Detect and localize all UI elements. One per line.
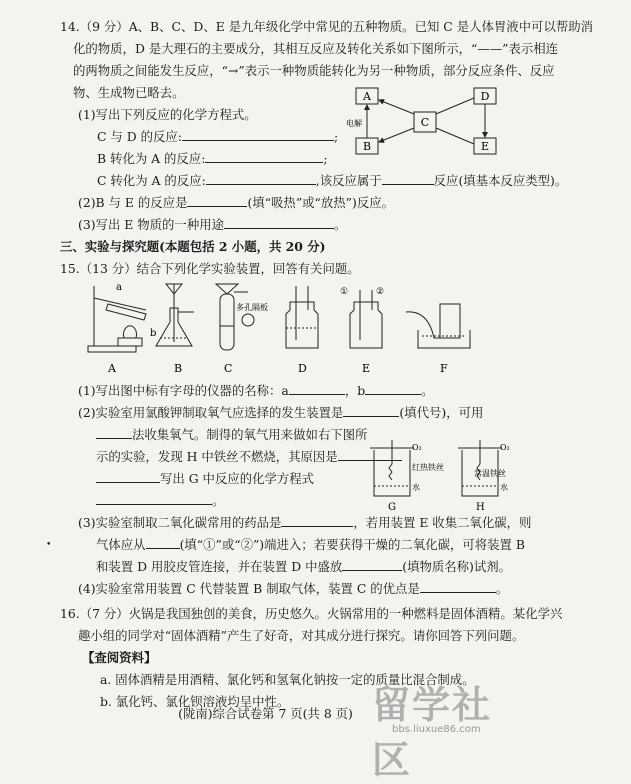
q14-ca-row bbox=[97, 173, 628, 189]
g-wire-label: 红热铁丝 bbox=[412, 463, 444, 472]
label-b: b bbox=[150, 328, 157, 339]
q15-reagent-blank[interactable] bbox=[281, 515, 353, 527]
q14-ca-end: 反应(填基本反应类型)。 bbox=[433, 173, 568, 188]
h-gas-label: O₂ bbox=[500, 443, 510, 452]
q14-ca-label: C 转化为 A 的反应: bbox=[97, 173, 206, 188]
q15-sub1-mid: ，b bbox=[344, 383, 366, 398]
porous-plate-label: 多孔隔板 bbox=[236, 303, 268, 312]
collecting-bottle bbox=[440, 304, 460, 338]
node-a-label: A bbox=[363, 90, 371, 103]
q15-sub3-line3 bbox=[96, 559, 627, 575]
q14-sub3-pre: (3)写出 E 物质的一种用途 bbox=[78, 217, 224, 232]
q15-sub2-line1 bbox=[78, 405, 609, 421]
q15-sub1-end: 。 bbox=[421, 383, 434, 398]
q15-sub4-pre: (4)实验室常用装置 C 代替装置 B 制取气体，装置 C 的优点是 bbox=[78, 581, 420, 596]
g-water-label: 水 bbox=[412, 483, 420, 492]
tube-c bbox=[220, 294, 234, 350]
q14-ca-mid: ,该反应属于 bbox=[315, 173, 382, 188]
watermark-url: bbs.liuxue86.com bbox=[392, 724, 481, 735]
watermark-logo-text: 留学社区 bbox=[372, 683, 493, 782]
edge-b-to-a-label: 电解 bbox=[346, 119, 362, 128]
h-label: H bbox=[476, 502, 485, 513]
q14-sub1: (1)写出下列反应的化学方程式。 bbox=[78, 107, 257, 122]
label-a: a bbox=[116, 282, 122, 293]
q14-line1: 14.（9 分）A、B、C、D、E 是九年级化学中常见的五种物质。已知 C 是人体胃液中可以帮助消 bbox=[60, 19, 594, 34]
q14-cd-answer-blank[interactable] bbox=[182, 129, 334, 141]
apparatus-label-d: D bbox=[298, 362, 307, 375]
q15-advantage-blank[interactable] bbox=[420, 581, 496, 593]
h-water-label: 水 bbox=[500, 483, 508, 492]
q15-sub2-line3 bbox=[96, 449, 627, 465]
q14-cd-label: C 与 D 的反应: bbox=[97, 129, 182, 144]
g-label: G bbox=[388, 502, 396, 513]
q15-device-blank[interactable] bbox=[343, 405, 399, 417]
node-d-label: D bbox=[480, 90, 490, 103]
q14-relationship-diagram bbox=[346, 82, 500, 158]
q15-sub1-pre: (1)写出图中标有字母的仪器的名称：a bbox=[78, 383, 289, 398]
q15-sub1-row bbox=[78, 383, 609, 399]
q16-ref-heading: 【查阅资料】 bbox=[82, 650, 157, 665]
test-tube bbox=[106, 304, 146, 320]
q14-sub3-row bbox=[78, 217, 609, 233]
q15-collect-blank[interactable] bbox=[96, 427, 132, 439]
q14-sub2-row bbox=[78, 195, 609, 211]
q14-ba-label: B 转化为 A 的反应: bbox=[97, 151, 206, 166]
apparatus-label-a: A bbox=[108, 362, 116, 375]
apparatus-label-f: F bbox=[440, 362, 448, 375]
q16-line2: 趣小组的同学对“固体酒精”产生了好奇，对其成分进行探究。请你回答下列问题。 bbox=[78, 628, 525, 643]
q14-line3: 的两物质之间能发生反应，“→”表示一种物质能转化为另一种物质，部分反应条件、反应 bbox=[73, 63, 555, 78]
bottle-e bbox=[350, 302, 382, 348]
q15-equation-blank[interactable] bbox=[96, 493, 212, 505]
q16-line1: 16.（7 分）火锅是我国独创的美食，历史悠久。火锅常用的一种燃料是固体酒精。某化学兴 bbox=[60, 606, 563, 621]
q15-sub3-l3-post: (填物质名称)试剂。 bbox=[402, 559, 512, 574]
node-e-label: E bbox=[480, 140, 490, 153]
q15-sub3-l1-post: ，若用装置 E 收集二氧化碳，则 bbox=[353, 515, 532, 530]
water-trough bbox=[418, 330, 470, 348]
node-b-label: B bbox=[362, 140, 372, 153]
q15-gh-figure bbox=[366, 436, 526, 512]
g-gas-label: O₂ bbox=[412, 443, 422, 452]
q15-sub3-l3-pre: 和装置 D 用胶皮管连接，并在装置 D 中盛放 bbox=[96, 559, 343, 574]
q15-sub2-l1-pre: (2)实验室用氯酸钾制取氧气应选择的发生装置是 bbox=[78, 405, 344, 420]
q14-ca-type-blank[interactable] bbox=[382, 173, 434, 185]
h-wire-label: 常温铁丝 bbox=[474, 469, 506, 478]
q15-sub2-l3: 示的实验，发现 H 中铁丝不燃烧，其原因是 bbox=[96, 449, 338, 464]
port-1-label: ① bbox=[340, 287, 349, 297]
q15-sub2-l1-post: (填代号)，可用 bbox=[399, 405, 484, 420]
q15-sub3-l2-post: (填“①”或“②”)端进入；若要获得干燥的二氧化碳，可将装置 B bbox=[179, 537, 525, 552]
q16-ref-b: b. 氯化钙、氯化钡溶液均呈中性。 bbox=[100, 694, 290, 709]
q14-cd-semicolon: ; bbox=[333, 129, 339, 144]
apparatus-label-c: C bbox=[224, 362, 233, 375]
edge-c-to-a bbox=[379, 100, 414, 114]
port-2-label: ② bbox=[376, 287, 385, 297]
porous-plate-icon bbox=[242, 314, 254, 326]
q14-line4: 物、生成物已略去。 bbox=[73, 85, 185, 100]
q14-sub2-blank[interactable] bbox=[187, 195, 247, 207]
q15-sub2-line5 bbox=[96, 493, 627, 509]
q15-reason-blank-2[interactable] bbox=[96, 471, 160, 483]
iron-wire-g bbox=[389, 464, 392, 480]
node-c-label: C bbox=[420, 116, 430, 129]
q15-sub2-l2-post: 法收集氧气。制得的氧气用来做如右下图所 bbox=[132, 427, 368, 442]
q16-ref-a: a. 固体酒精是用酒精、氯化钙和氢氧化钠按一定的质量比混合制成。 bbox=[100, 672, 475, 687]
q15-sub3-l2-pre: 气体应从 bbox=[96, 537, 146, 552]
q15-sub2-l4-pre: 写出 G 中反应的化学方程式 bbox=[160, 471, 315, 486]
q15-apparatus-figure bbox=[88, 280, 488, 376]
q15-sub2-line2 bbox=[96, 427, 627, 443]
q14-line2: 化的物质，D 是大理石的主要成分，其相互反应及转化关系如下图所示，“——”表示相连 bbox=[73, 41, 558, 56]
watermark bbox=[360, 674, 530, 782]
q15-a-blank[interactable] bbox=[289, 383, 345, 395]
edge-c-to-b bbox=[379, 128, 414, 142]
margin-mark: • bbox=[46, 540, 52, 550]
apparatus-label-e: E bbox=[362, 362, 371, 375]
q15-drying-blank[interactable] bbox=[342, 559, 402, 571]
q15-line1: 15.（13 分）结合下列化学实验装置，回答有关问题。 bbox=[60, 261, 360, 276]
section-3-heading: 三、实验与探究题(本题包括 2 小题，共 20 分) bbox=[60, 239, 326, 254]
edge-c-d bbox=[436, 98, 474, 114]
q14-ba-semicolon: ; bbox=[323, 151, 328, 166]
q14-sub3-blank[interactable] bbox=[224, 217, 334, 229]
q14-ca-answer-blank[interactable] bbox=[206, 173, 316, 185]
edge-c-e bbox=[436, 128, 474, 144]
bottle-d bbox=[286, 302, 318, 348]
q15-sub2-period: 。 bbox=[212, 493, 225, 508]
page-footer: (陇南)综合试卷第 7 页(共 8 页) bbox=[178, 706, 353, 721]
q15-b-blank[interactable] bbox=[365, 383, 421, 395]
q15-sub2-line4 bbox=[96, 471, 627, 487]
q15-sub4-row bbox=[78, 581, 609, 597]
q14-sub3-period: 。 bbox=[334, 217, 347, 232]
apparatus-label-b: B bbox=[174, 362, 183, 375]
q14-sub2-pre: (2)B 与 E 的反应是 bbox=[78, 195, 188, 210]
stand-base bbox=[88, 346, 136, 352]
q15-sub4-period: 。 bbox=[495, 581, 509, 596]
q14-sub2-post: (填“吸热”或“放热”)反应。 bbox=[247, 195, 395, 210]
q15-sub3-l1-pre: (3)实验室制取二氧化碳常用的药品是 bbox=[78, 515, 282, 530]
q14-ba-answer-blank[interactable] bbox=[205, 151, 323, 163]
q15-sub3-line1 bbox=[78, 515, 609, 531]
spirit-lamp bbox=[124, 326, 137, 338]
